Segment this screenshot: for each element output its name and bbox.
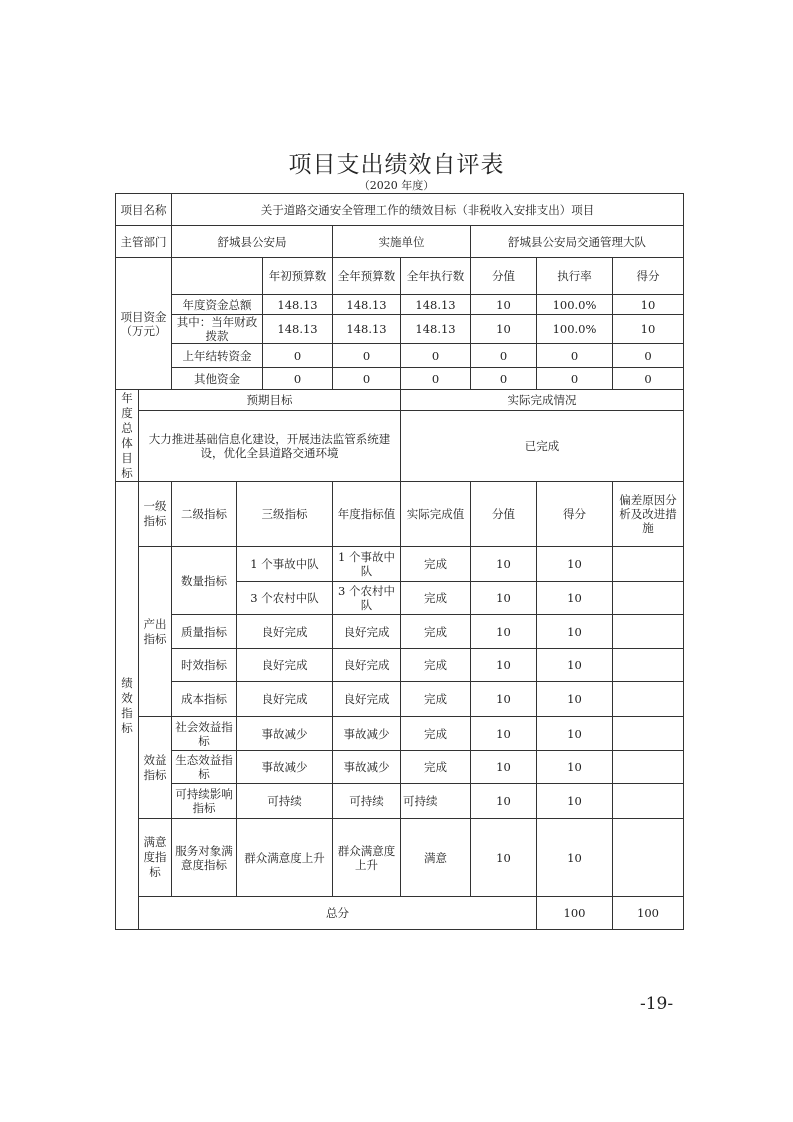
funds-row	[116, 344, 684, 368]
funds-header: 执行率	[537, 258, 613, 295]
perf-row	[116, 717, 684, 751]
funds-header: 分值	[471, 258, 537, 295]
perf-header: 得分	[537, 482, 613, 547]
perf-actual: 完成	[401, 682, 471, 717]
perf-row	[116, 751, 684, 784]
perf-level3: 良好完成	[237, 682, 333, 717]
funds-cell: 100.0%	[537, 295, 613, 315]
funds-cell: 0	[613, 344, 684, 368]
perf-score: 10	[537, 682, 613, 717]
perf-score-value: 10	[471, 649, 537, 682]
perf-actual: 完成	[401, 547, 471, 582]
funds-cell: 148.13	[401, 315, 471, 344]
perf-score: 10	[537, 819, 613, 897]
funds-label: 项目资金（万元）	[116, 258, 172, 390]
perf-score: 10	[537, 717, 613, 751]
perf-note	[613, 784, 684, 819]
page-title: 项目支出绩效自评表	[288, 152, 505, 178]
funds-cell: 10	[613, 295, 684, 315]
funds-header-blank	[172, 258, 263, 295]
funds-cell: 0	[471, 344, 537, 368]
perf-level2: 时效指标	[172, 649, 237, 682]
goals-actual-header: 实际完成情况	[401, 390, 684, 411]
perf-header: 分值	[471, 482, 537, 547]
perf-score-value: 10	[471, 819, 537, 897]
perf-level2: 可持续影响指标	[172, 784, 237, 819]
perf-actual: 可持续	[401, 784, 471, 819]
perf-header: 实际完成值	[401, 482, 471, 547]
perf-actual: 完成	[401, 582, 471, 615]
perf-header: 二级指标	[172, 482, 237, 547]
perf-score-value: 10	[471, 547, 537, 582]
perf-target: 良好完成	[333, 682, 401, 717]
perf-score-value: 10	[471, 717, 537, 751]
perf-actual: 完成	[401, 649, 471, 682]
perf-header: 三级指标	[237, 482, 333, 547]
perf-level3: 事故减少	[237, 751, 333, 784]
perf-header: 偏差原因分析及改进措施	[613, 482, 684, 547]
funds-row-name: 其中：当年财政拨款	[172, 315, 263, 344]
perf-row	[116, 547, 684, 582]
funds-cell: 10	[471, 295, 537, 315]
perf-score-value: 10	[471, 784, 537, 819]
perf-note	[613, 615, 684, 649]
perf-note	[613, 582, 684, 615]
total-value: 100	[537, 897, 613, 930]
perf-level3: 1 个事故中队	[237, 547, 333, 582]
total-score: 100	[613, 897, 684, 930]
funds-header: 得分	[613, 258, 684, 295]
goals-actual: 已完成	[401, 411, 684, 482]
perf-level2: 社会效益指标	[172, 717, 237, 751]
funds-cell: 10	[471, 315, 537, 344]
funds-header: 全年执行数	[401, 258, 471, 295]
funds-cell: 10	[613, 315, 684, 344]
perf-note	[613, 717, 684, 751]
perf-level3: 良好完成	[237, 649, 333, 682]
perf-level1: 满意度指标	[139, 819, 172, 897]
funds-row	[116, 315, 684, 344]
perf-score-value: 10	[471, 615, 537, 649]
goals-expected-header: 预期目标	[139, 390, 401, 411]
self-evaluation-table	[115, 193, 684, 930]
funds-header: 全年预算数	[333, 258, 401, 295]
page-number: -19-	[640, 994, 674, 1014]
perf-target: 1 个事故中队	[333, 547, 401, 582]
funds-row	[116, 295, 684, 315]
perf-header: 年度指标值	[333, 482, 401, 547]
funds-cell: 148.13	[263, 295, 333, 315]
perf-target: 3 个农村中队	[333, 582, 401, 615]
perf-score-value: 10	[471, 582, 537, 615]
perf-level2: 质量指标	[172, 615, 237, 649]
perf-level3: 事故减少	[237, 717, 333, 751]
perf-level1: 产出指标	[139, 547, 172, 717]
perf-actual: 完成	[401, 615, 471, 649]
funds-row	[116, 368, 684, 390]
funds-cell: 148.13	[401, 295, 471, 315]
perf-note	[613, 819, 684, 897]
funds-cell: 0	[401, 344, 471, 368]
perf-note	[613, 682, 684, 717]
perf-score-value: 10	[471, 682, 537, 717]
funds-cell: 0	[333, 368, 401, 390]
funds-row-name: 其他资金	[172, 368, 263, 390]
perf-level3: 可持续	[237, 784, 333, 819]
funds-cell: 148.13	[333, 315, 401, 344]
perf-level3: 3 个农村中队	[237, 582, 333, 615]
perf-level2: 服务对象满意度指标	[172, 819, 237, 897]
perf-actual: 满意	[401, 819, 471, 897]
funds-cell: 0	[613, 368, 684, 390]
perf-target: 事故减少	[333, 717, 401, 751]
perf-target: 群众满意度上升	[333, 819, 401, 897]
perf-level2: 数量指标	[172, 547, 237, 615]
goals-label: 年度总体目标	[116, 390, 139, 482]
funds-cell: 0	[263, 368, 333, 390]
perf-note	[613, 649, 684, 682]
funds-header: 年初预算数	[263, 258, 333, 295]
impl-label: 实施单位	[333, 226, 471, 258]
perf-note	[613, 547, 684, 582]
funds-cell: 0	[333, 344, 401, 368]
goals-expected: 大力推进基础信息化建设，开展违法监管系统建设，优化全县道路交通环境	[139, 411, 401, 482]
perf-note	[613, 751, 684, 784]
funds-row-name: 上年结转资金	[172, 344, 263, 368]
perf-score: 10	[537, 582, 613, 615]
total-label: 总分	[139, 897, 537, 930]
perf-level1: 效益指标	[139, 717, 172, 819]
perf-score: 10	[537, 615, 613, 649]
perf-row	[116, 819, 684, 897]
funds-row-name: 年度资金总额	[172, 295, 263, 315]
perf-score: 10	[537, 751, 613, 784]
funds-cell: 100.0%	[537, 315, 613, 344]
dept-label: 主管部门	[116, 226, 172, 258]
total-row	[116, 897, 684, 930]
perf-row	[116, 784, 684, 819]
funds-cell: 0	[537, 344, 613, 368]
perf-row	[116, 649, 684, 682]
perf-score: 10	[537, 547, 613, 582]
perf-score: 10	[537, 649, 613, 682]
perf-target: 良好完成	[333, 615, 401, 649]
funds-cell: 148.13	[263, 315, 333, 344]
performance-label: 绩效指标	[116, 482, 139, 930]
perf-score: 10	[537, 784, 613, 819]
page-subtitle: （2020 年度）	[358, 179, 435, 192]
perf-row	[116, 615, 684, 649]
perf-level2: 成本指标	[172, 682, 237, 717]
impl-value: 舒城县公安局交通管理大队	[471, 226, 684, 258]
project-name-value: 关于道路交通安全管理工作的绩效目标（非税收入安排支出）项目	[172, 194, 684, 226]
perf-actual: 完成	[401, 717, 471, 751]
perf-target: 良好完成	[333, 649, 401, 682]
funds-cell: 148.13	[333, 295, 401, 315]
perf-level2: 生态效益指标	[172, 751, 237, 784]
funds-cell: 0	[537, 368, 613, 390]
perf-score-value: 10	[471, 751, 537, 784]
perf-target: 可持续	[333, 784, 401, 819]
funds-cell: 0	[263, 344, 333, 368]
dept-value: 舒城县公安局	[172, 226, 333, 258]
perf-header: 一级指标	[139, 482, 172, 547]
perf-level3: 群众满意度上升	[237, 819, 333, 897]
funds-cell: 0	[401, 368, 471, 390]
perf-level3: 良好完成	[237, 615, 333, 649]
funds-cell: 0	[471, 368, 537, 390]
perf-target: 事故减少	[333, 751, 401, 784]
perf-row	[116, 682, 684, 717]
project-name-label: 项目名称	[116, 194, 172, 226]
perf-actual: 完成	[401, 751, 471, 784]
